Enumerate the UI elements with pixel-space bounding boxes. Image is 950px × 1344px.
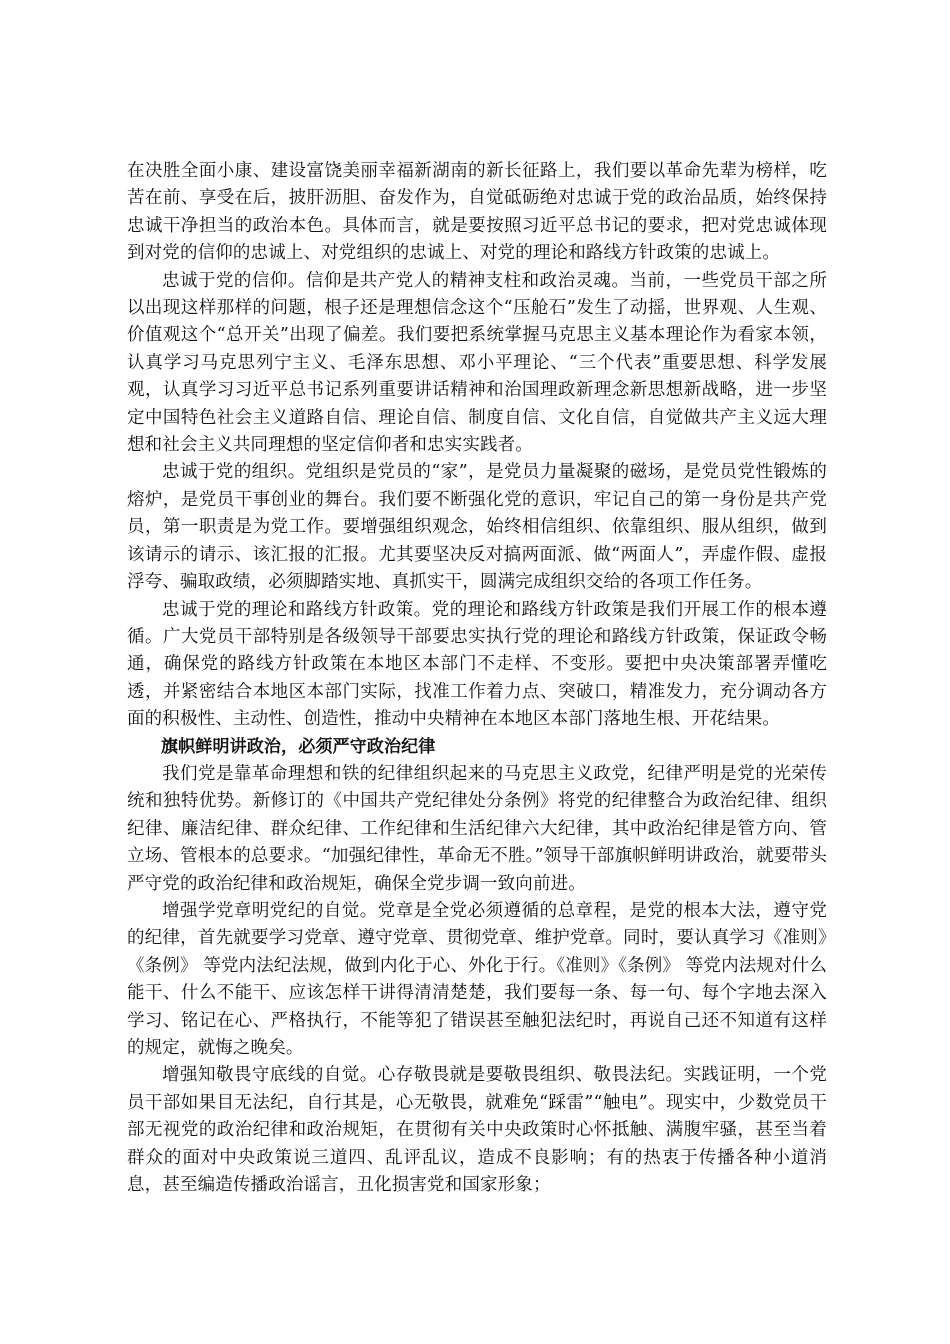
paragraph-policy: 忠诚于党的理论和路线方针政策。党的理论和路线方针政策是我们开展工作的根本遵循。广大党员干部特别是各级领导干部要忠实执行党的理论和路线方针政策，保证政令畅通，确保党的路线方针政策在本地区本部门不走样、不变形。要把中央决策部署弄懂吃透，并紧密结合本地区本部门实际，找准工作着力点、突破口，精准发力，充分调动各方面的积极性、主动性、创造性，推动中央精神在本地区本部门落地生根、开花结果。 [127, 599, 827, 730]
paragraph-awe-bottom-line: 增强知敬畏守底线的自觉。心存敬畏就是要敬畏组织、敬畏法纪。实践证明，一个党员干部如果目无法纪，自行其是，心无敬畏，就难免“踩雷”“触电”。现实中，少数党员干部无视党的政治纪律和政治规矩，在贯彻有关中央政策时心怀抵触、满腹牢骚，甚至当着群众的面对中央政策说三道四、乱评乱议，造成不良影响；有的热衷于传播各种小道消息，甚至编造传播政治谣言，丑化损害党和国家形象； [127, 1065, 827, 1196]
paragraph-intro: 在决胜全面小康、建设富饶美丽幸福新湖南的新长征路上，我们要以革命先辈为榜样，吃苦在前、享受在后，披肝沥胆、奋发作为，自觉砥砺绝对忠诚于党的政治品质，始终保持忠诚干净担当的政治本色。具体而言，就是要按照习近平总书记的要求，把对党忠诚体现到对党的信仰的忠诚上、对党组织的忠诚上、对党的理论和路线方针政策的忠诚上。 [127, 161, 827, 264]
paragraph-discipline: 我们党是靠革命理想和铁的纪律组织起来的马克思主义政党，纪律严明是党的光荣传统和独特优势。新修订的《中国共产党纪律处分条例》将党的纪律整合为政治纪律、组织纪律、廉洁纪律、群众纪律、工作纪律和生活纪律六大纪律，其中政治纪律是管方向、管立场、管根本的总要求。“加强纪律性，革命无不胜。”领导干部旗帜鲜明讲政治，就要带头严守党的政治纪律和政治规矩，确保全党步调一致向前进。 [127, 763, 827, 894]
paragraph-party-constitution: 增强学党章明党纪的自觉。党章是全党必须遵循的总章程，是党的根本大法，遵守党的纪律，首先就要学习党章、遵守党章、贯彻党章、维护党章。同时，要认真学习《准则》《条例》 等党内法纪法规，做到内化于心、外化于行。《准则》《条例》 等党内法规对什么能干、什么不能干、应该怎样干讲得清清楚楚，我们要每一条、每一句、每个字地去深入学习、铭记在心、严格执行，不能等犯了错误甚至触犯法纪时，再说自己还不知道有这样的规定，就悔之晚矣。 [127, 900, 827, 1058]
paragraph-faith: 忠诚于党的信仰。信仰是共产党人的精神支柱和政治灵魂。当前，一些党员干部之所以出现这样那样的问题，根子还是理想信念这个“压舱石”发生了动摇，世界观、人生观、价值观这个“总开关”出现了偏差。我们要把系统掌握马克思主义基本理论作为看家本领，认真学习马克思列宁主义、毛泽东思想、邓小平理论、“三个代表”重要思想、科学发展观，认真学习习近平总书记系列重要讲话精神和治国理政新理念新思想新战略，进一步坚定中国特色社会主义道路自信、理论自信、制度自信、文化自信，自觉做共产主义远大理想和社会主义共同理想的坚定信仰者和忠实实践者。 [127, 270, 827, 456]
paragraph-organization: 忠诚于党的组织。党组织是党员的“家”，是党员力量凝聚的磁场，是党员党性锻炼的熔炉，是党员干事创业的舞台。我们要不断强化党的意识，牢记自己的第一身份是共产党员，第一职责是为党工作。要增强组织观念，始终相信组织、依靠组织、服从组织，做到该请示的请示、该汇报的汇报。尤其要坚决反对搞两面派、做“两面人”，弄虚作假、虚报浮夸、骗取政绩，必须脚踏实地、真抓实干，圆满完成组织交给的各项工作任务。 [127, 462, 827, 593]
section-heading: 旗帜鲜明讲政治，必须严守政治纪律 [161, 736, 436, 757]
document-body [127, 158, 827, 1199]
